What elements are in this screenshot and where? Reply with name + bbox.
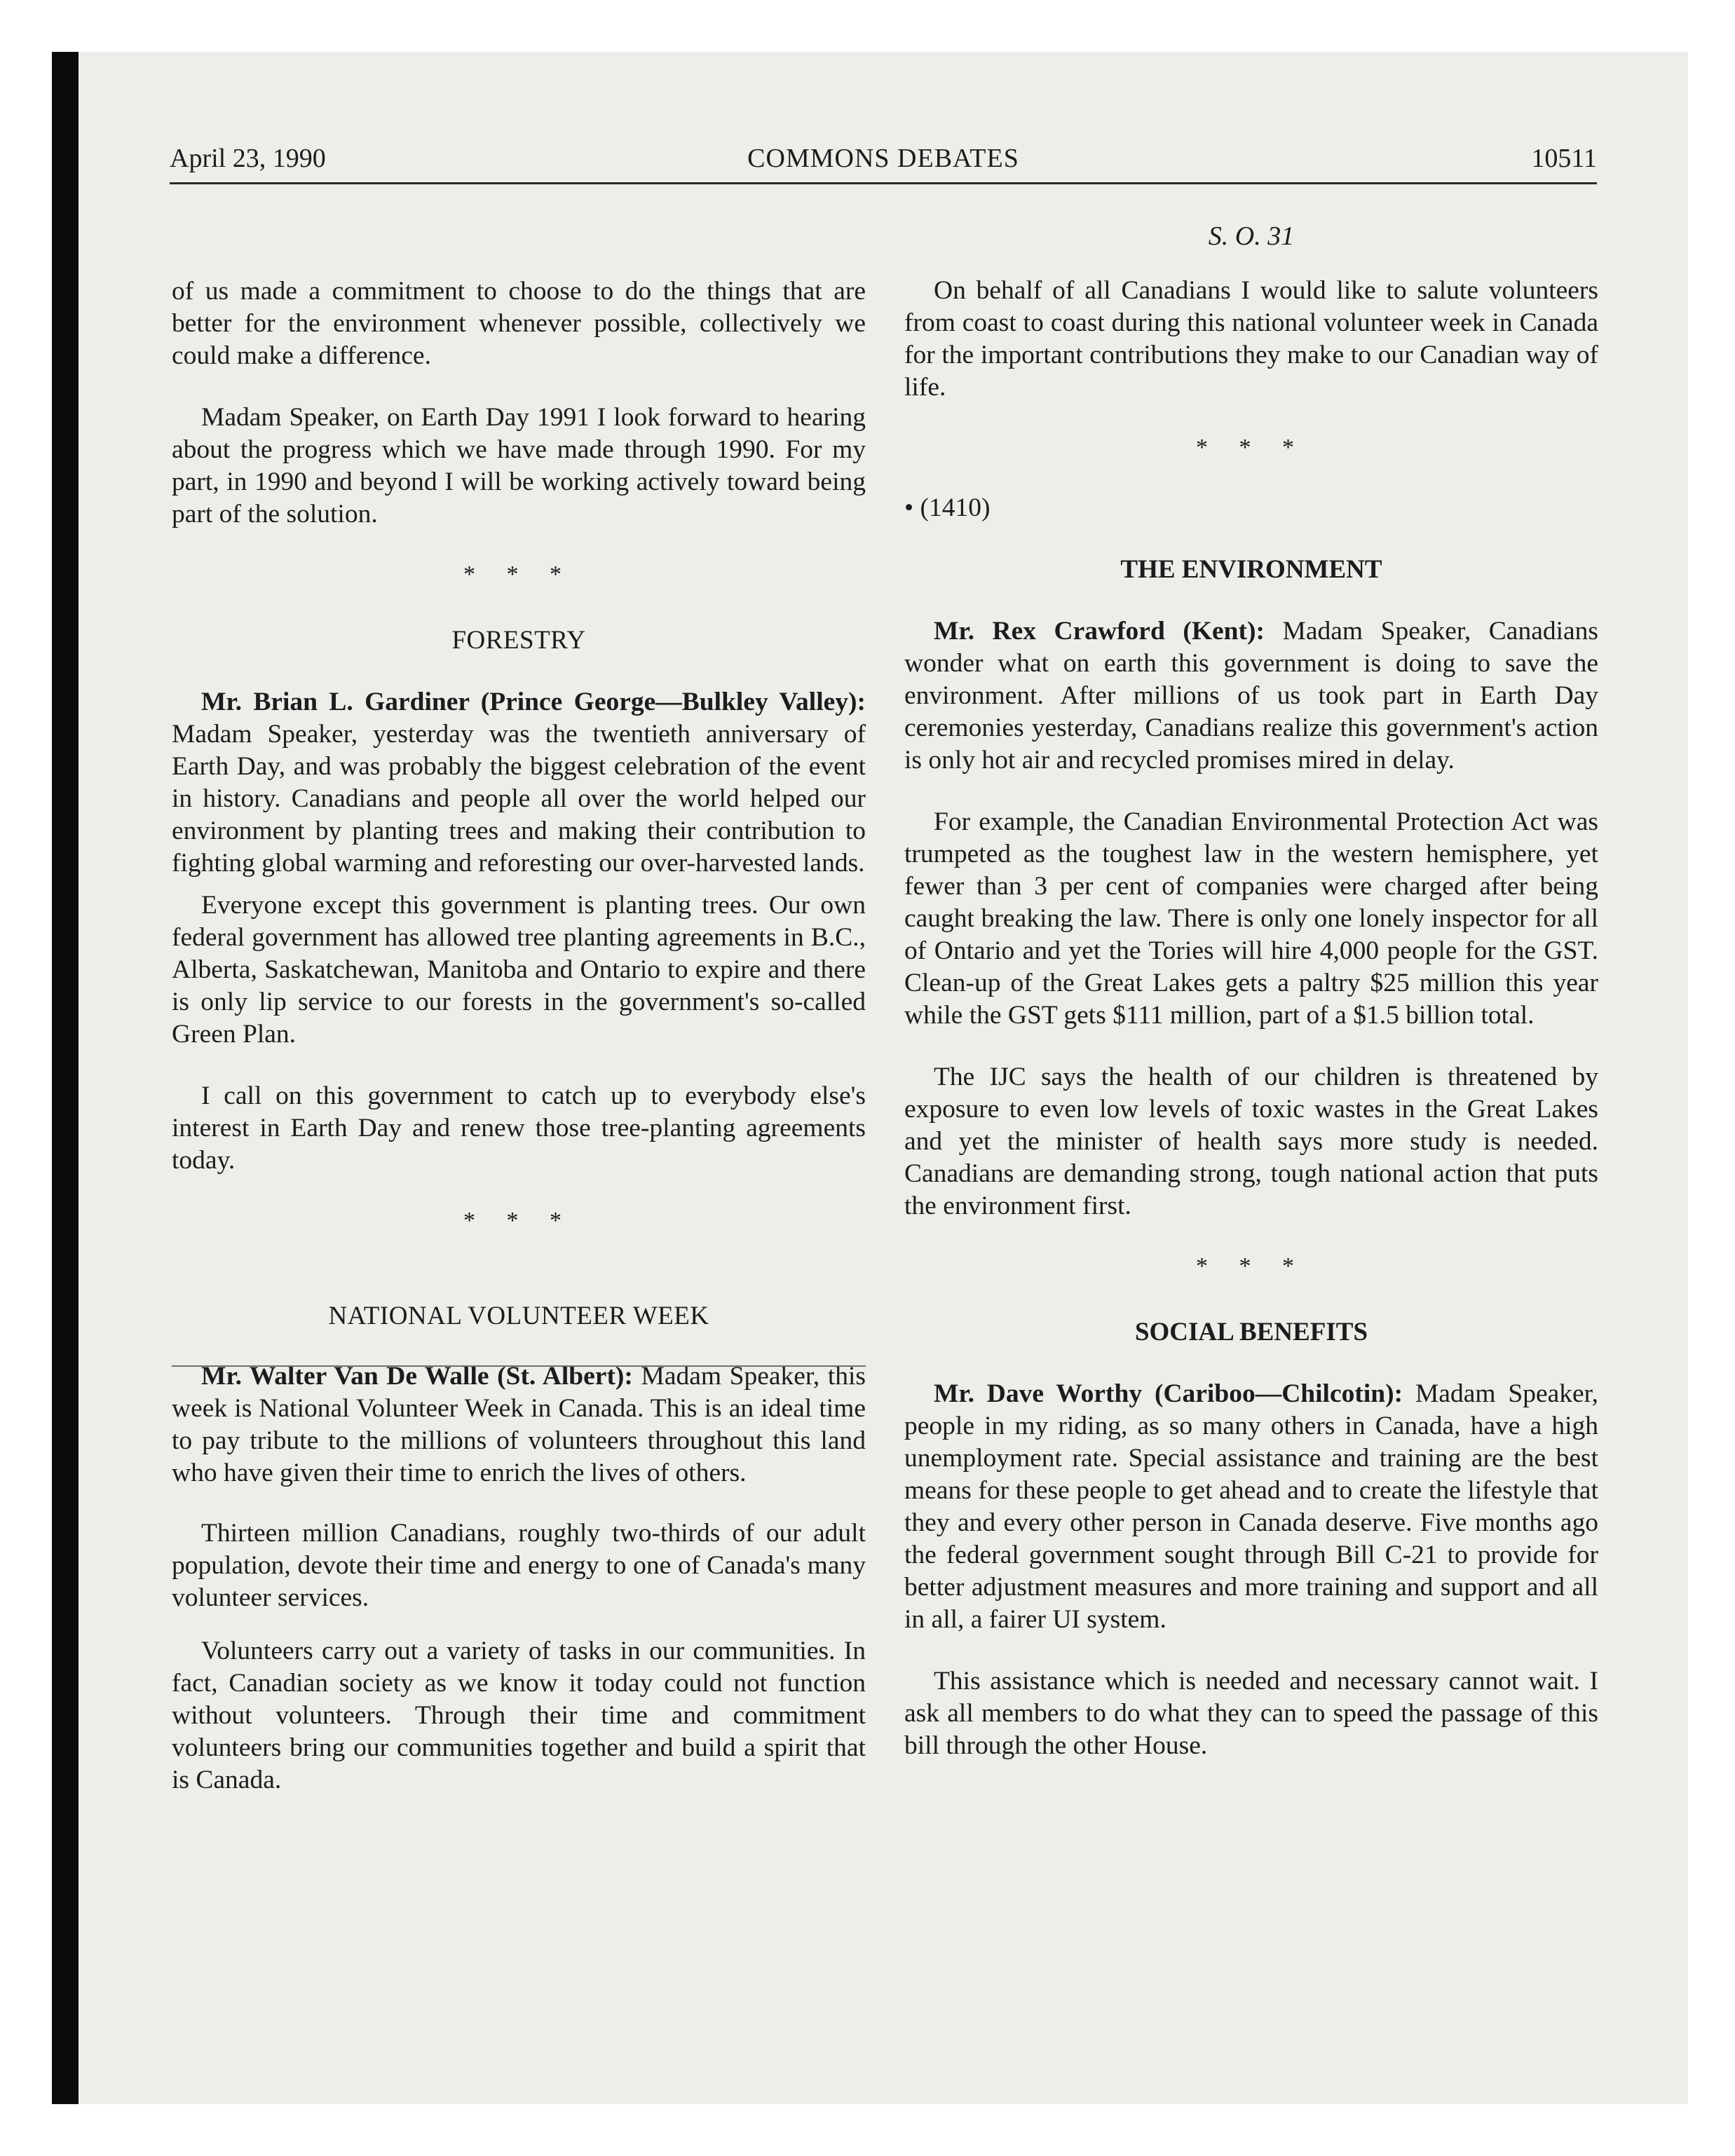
left-column bbox=[172, 210, 866, 1796]
right-column bbox=[904, 210, 1598, 1762]
time-marker: • (1410) bbox=[904, 493, 991, 522]
volunteer-text-3: Volunteers carry out a variety of tasks in our communities. In fact, Canadian society as we know it today could not function without volunteers. Through their time and commitment volunteers bring our communities together and build a spirit that is Canada. bbox=[172, 1637, 866, 1794]
environment-statement bbox=[904, 615, 1598, 777]
forestry-text-2: Everyone except this government is planting trees. Our own federal government has allowed tree planting agreements in B.C., Alberta, Saskatchewan, Manitoba and Ontario to expire and there is only lip service to our forests in the government's so-called Green Plan. bbox=[172, 891, 866, 1049]
environment-text-2: For example, the Canadian Environmental Protection Act was trumpeted as the toughest law in the western hemisphere, yet fewer than 3 per cent of companies were charged after being caught breaking the law. There is only one lonely inspector for all of Ontario and yet the Tories will hire 4,000 people for the GST. Clean-up of the Great Lakes gets a paltry $25 million this year while the GST gets $111 million, part of a $1.5 billion total. bbox=[904, 807, 1598, 1030]
environment-text-1: Madam Speaker, Canadians wonder what on earth this government is doing to save the environment. After millions of us took part in Earth Day ceremonies yesterday, Canadians realize this government's action is only hot air and recycled promises mired in delay. bbox=[904, 617, 1598, 775]
section-rule bbox=[172, 1365, 866, 1367]
forestry-heading: FORESTRY bbox=[451, 626, 586, 655]
environment-speaker: Mr. Rex Crawford (Kent): bbox=[934, 617, 1265, 646]
section-divider-stars: * * * bbox=[463, 1208, 574, 1234]
environment-heading: THE ENVIRONMENT bbox=[1120, 555, 1382, 584]
social-statement bbox=[904, 1378, 1598, 1636]
volunteer-statement bbox=[172, 1360, 866, 1489]
forestry-speaker: Mr. Brian L. Gardiner (Prince George—Bulkley Valley): bbox=[201, 688, 866, 716]
forestry-text-1: Madam Speaker, yesterday was the twentieth anniversary of Earth Day, and was probably the biggest celebration of the event in history. Canadians and people all over the world helped our environment by planting trees and making their contribution to fighting global warming and reforesting our over-harvested lands. bbox=[172, 720, 866, 878]
volunteer-heading: NATIONAL VOLUNTEER WEEK bbox=[328, 1302, 709, 1330]
social-heading: SOCIAL BENEFITS bbox=[1134, 1318, 1368, 1346]
left-para-earth-day: Madam Speaker, on Earth Day 1991 I look forward to hearing about the progress which we have made through 1990. For my part, in 1990 and beyond I will be working actively toward being part of the solution. bbox=[172, 403, 866, 528]
section-divider-stars: * * * bbox=[1196, 435, 1307, 460]
page-header bbox=[170, 137, 1597, 184]
right-para-salute: On behalf of all Canadians I would like to salute volunteers from coast to coast during this national volunteer week in Canada for the important contributions they make to our Canadian way of life. bbox=[904, 276, 1598, 402]
volunteer-speaker: Mr. Walter Van De Walle (St. Albert): bbox=[201, 1362, 633, 1391]
header-title: COMMONS DEBATES bbox=[747, 144, 1019, 173]
forestry-text-3: I call on this government to catch up to everybody else's interest in Earth Day and renew those tree-planting agreements today. bbox=[172, 1082, 866, 1175]
social-text-1: Madam Speaker, people in my riding, as so many others in Canada, have a high unemployment rate. Special assistance and training are the best means for these people to get ahead and to create the lifestyle that they and every other person in Canada deserve. Five months ago the federal government sought through Bill C-21 to provide for better adjustment measures and more training and support and all in all, a fairer UI system. bbox=[904, 1379, 1598, 1634]
section-divider-stars: * * * bbox=[1196, 1253, 1307, 1279]
volunteer-text-2: Thirteen million Canadians, roughly two-thirds of our adult population, devote their time and energy to one of Canada's many volunteer services. bbox=[172, 1519, 866, 1612]
header-page-number: 10511 bbox=[1531, 144, 1597, 173]
social-text-2: This assistance which is needed and necessary cannot wait. I ask all members to do what they can to speed the passage of this bill through the other House. bbox=[904, 1667, 1598, 1760]
volunteer-text-1: Madam Speaker, this week is National Volunteer Week in Canada. This is an ideal time to pay tribute to the millions of volunteers throughout this land who have given their time to enrich the lives of others. bbox=[172, 1362, 866, 1487]
social-speaker: Mr. Dave Worthy (Cariboo—Chilcotin): bbox=[934, 1379, 1403, 1408]
section-divider-stars: * * * bbox=[463, 561, 574, 587]
binding-edge bbox=[52, 52, 79, 2104]
environment-text-3: The IJC says the health of our children is threatened by exposure to even low levels of toxic wastes in the Great Lakes and yet the minister of health says more study is needed. Canadians are demanding strong, tough national action that puts the environment first. bbox=[904, 1063, 1598, 1220]
header-date: April 23, 1990 bbox=[170, 144, 326, 173]
standing-order-label: S. O. 31 bbox=[1208, 221, 1295, 251]
left-para-continued: of us made a commitment to choose to do the things that are better for the environment whenever possible, collectively we could make a difference. bbox=[172, 277, 866, 370]
forestry-statement bbox=[172, 686, 866, 880]
